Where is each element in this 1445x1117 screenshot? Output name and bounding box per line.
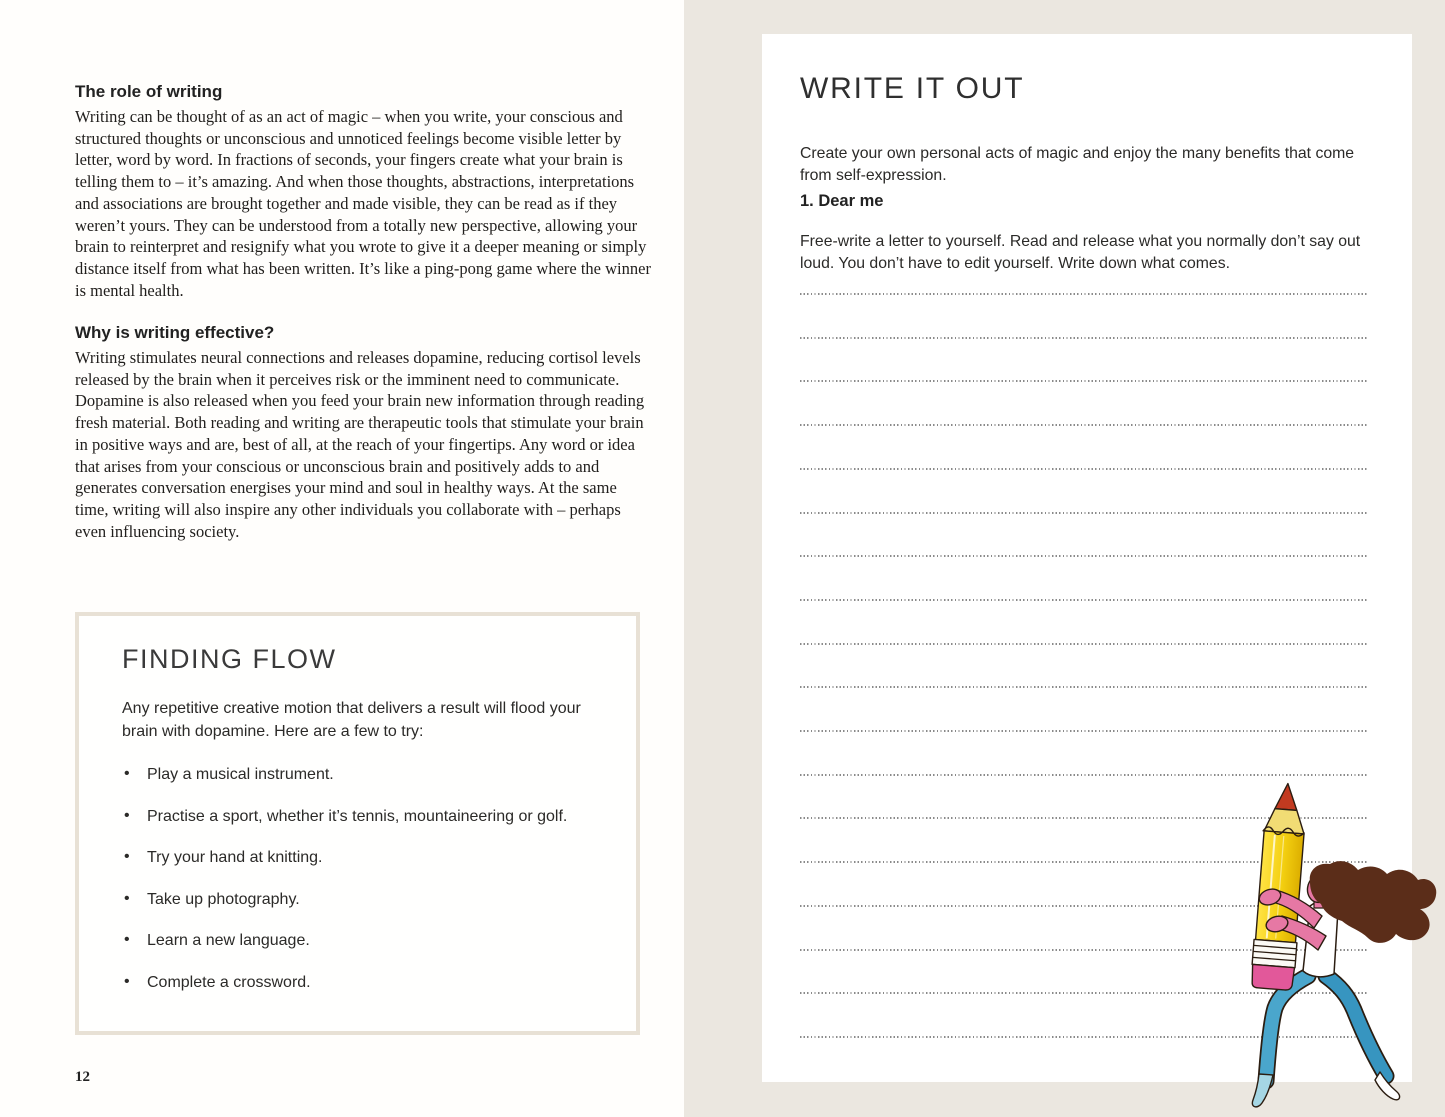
writing-line [800,555,1368,557]
writing-line [800,599,1368,601]
writing-line [800,337,1368,339]
writing-line [800,774,1368,776]
writing-line [800,468,1368,470]
section-heading: The role of writing [75,82,223,101]
pencil-eraser [1251,964,1295,990]
list-item: • Try your hand at knitting. [122,849,606,867]
section-body: Writing stimulates neural connections and releases dopamine, reducing cortisol levels released by the brain when it perceives risk or the imminent need to communicate. Dopamine is also released when you feed your brain new information through reading fresh material. Both reading and writing are therapeutic tools that stimulate your brain in positive ways and are, best of all, at the reach of your fingertips. Any word or idea that arises from your conscious or unconscious brain and positively adds to and generates conversation energises your mind and soul in healthy ways. At the same time, writing will also inspire any other individuals you collaborate with – perhaps even influencing society. [75,348,645,541]
pencil-tip [1275,783,1299,811]
list-item: • Practise a sport, whether it’s tennis, mountaineering or golf. [122,808,606,826]
writing-line [800,380,1368,382]
section-why-writing-effective [75,323,653,542]
writing-line [800,512,1368,514]
front-leg [1252,976,1308,1107]
writing-line [800,424,1368,426]
page-intro: Create your own personal acts of magic and enjoy the many benefits that come from self-expression. [800,144,1355,184]
flow-list [122,766,606,992]
list-item: • Learn a new language. [122,932,606,950]
exercise-heading: 1. Dear me [800,192,884,210]
writing-line [800,643,1368,645]
exercise-body: Free-write a letter to yourself. Read and release what you normally don’t say out loud. You don’t have to edit yourself. Write down what comes. [800,232,1361,272]
writing-line [800,686,1368,688]
list-item: • Complete a crossword. [122,974,606,992]
front-shoe [1252,1074,1273,1107]
section-heading: Why is writing effective? [75,323,275,342]
giant-pencil [1250,782,1309,991]
back-leg [1326,976,1400,1100]
left-page [0,0,684,1117]
writing-line [800,293,1368,295]
finding-flow-box [75,612,640,1035]
page-title: WRITE IT OUT [800,72,1025,105]
writing-line [800,730,1368,732]
page-number: 12 [75,1069,90,1085]
box-title: FINDING FLOW [122,644,337,674]
list-item: • Take up photography. [122,891,606,909]
section-body: Writing can be thought of as an act of magic – when you write, your conscious and structured thoughts or unconscious and unnoticed feelings become visible letter by letter, word by word. In fractions of seconds, your fingers create what your brain is telling them to – it’s amazing. And when those thoughts, abstractions, interpretations and associations are brought together and made visible, they can be read as if they weren’t yours. They can be understood from a totally new perspective, allowing your brain to reinterpret and resignify what you wrote to give it a deeper meaning or simply distance itself from what has been written. It’s like a ping-pong game where the winner is mental health. [75,107,651,300]
list-item: • Play a musical instrument. [122,766,606,784]
section-role-of-writing [75,82,653,301]
box-intro: Any repetitive creative motion that delivers a result will flood your brain with dopamine. Here are a few to try: [122,700,581,740]
pencil-woman-illustration [1180,778,1445,1117]
